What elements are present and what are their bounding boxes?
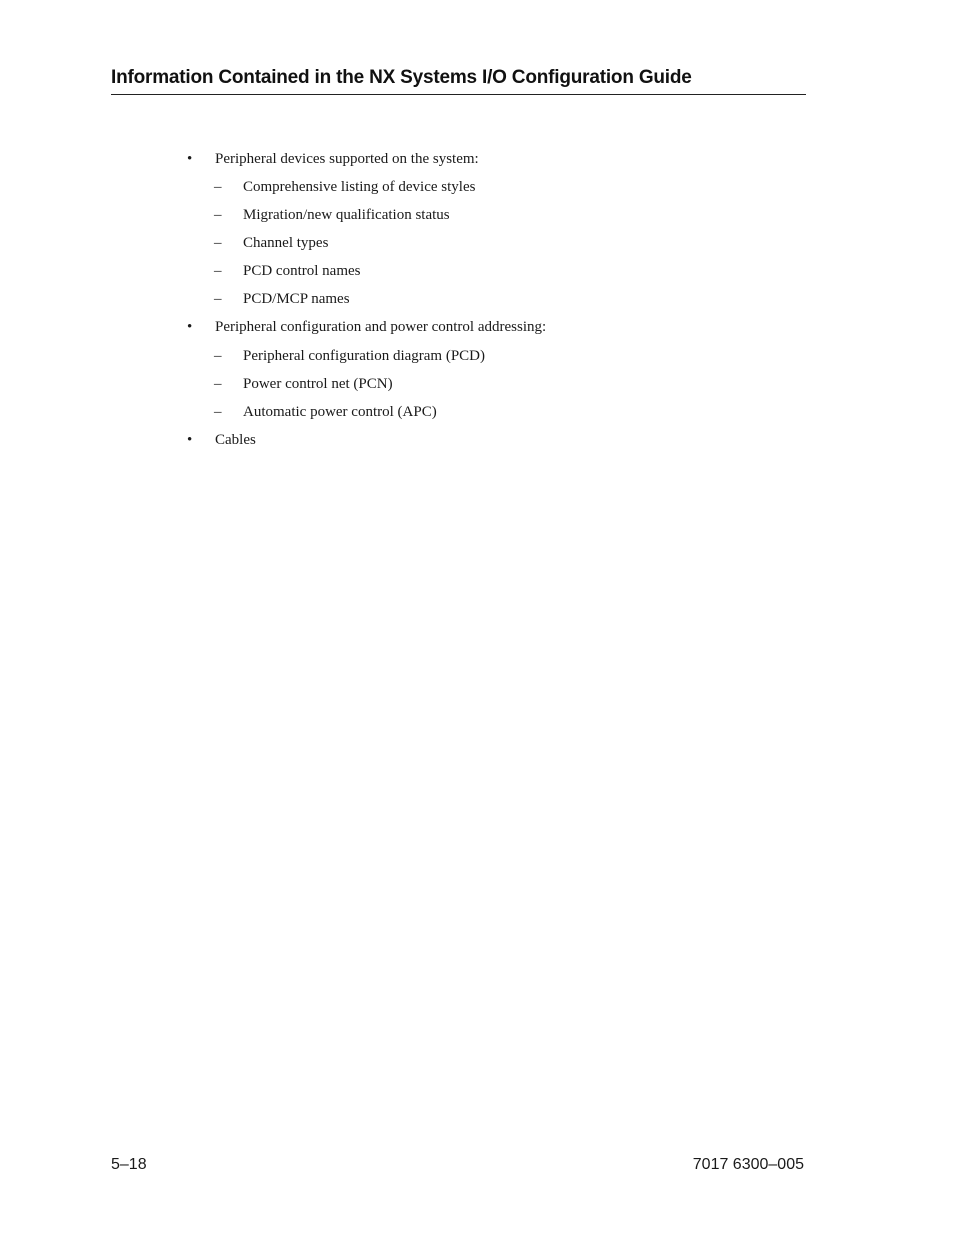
sub-list-item-text: Comprehensive listing of device styles [243, 179, 476, 195]
bullet-marker: • [187, 431, 193, 448]
sub-list-item [185, 232, 825, 260]
list-item-text: Cables [215, 431, 256, 448]
page-footer [111, 1156, 804, 1178]
bullet-marker: • [187, 319, 193, 335]
sub-list-item [185, 373, 825, 401]
sub-list-item-text: Automatic power control (APC) [243, 403, 437, 420]
list-item [185, 316, 825, 345]
dash-marker: – [214, 235, 222, 251]
sub-list-item-text: PCD control names [243, 263, 361, 279]
bullet-list [185, 148, 825, 457]
dash-marker: – [214, 347, 222, 364]
sub-list-item-text: Power control net (PCN) [243, 375, 393, 392]
list-item-text: Peripheral devices supported on the system: [215, 151, 479, 167]
dash-marker: – [214, 263, 222, 279]
sub-list-item [185, 204, 825, 232]
list-item-text: Peripheral configuration and power control addressing: [215, 319, 547, 335]
sub-list-item [185, 401, 825, 429]
sub-list-item-text: PCD/MCP names [243, 291, 350, 307]
dash-marker: – [214, 375, 222, 392]
list-item [185, 148, 825, 176]
dash-marker: – [214, 291, 222, 307]
dash-marker: – [214, 179, 222, 195]
dash-marker: – [214, 403, 222, 420]
page-number: 5–18 [111, 1156, 147, 1173]
sub-list-item [185, 176, 825, 204]
bullet-marker: • [187, 151, 193, 167]
sub-list-item-text: Peripheral configuration diagram (PCD) [243, 347, 486, 364]
document-number: 7017 6300–005 [692, 1156, 804, 1173]
sub-list-item-text: Channel types [243, 235, 329, 251]
page-header [111, 64, 806, 95]
sub-list-item [185, 345, 825, 373]
sub-list-item [185, 260, 825, 288]
sub-list-item [185, 288, 825, 316]
page-title: Information Contained in the NX Systems I/O Configuration Guide [111, 67, 692, 88]
sub-list-item-text: Migration/new qualification status [243, 207, 450, 223]
list-item [185, 429, 825, 457]
dash-marker: – [214, 207, 222, 223]
